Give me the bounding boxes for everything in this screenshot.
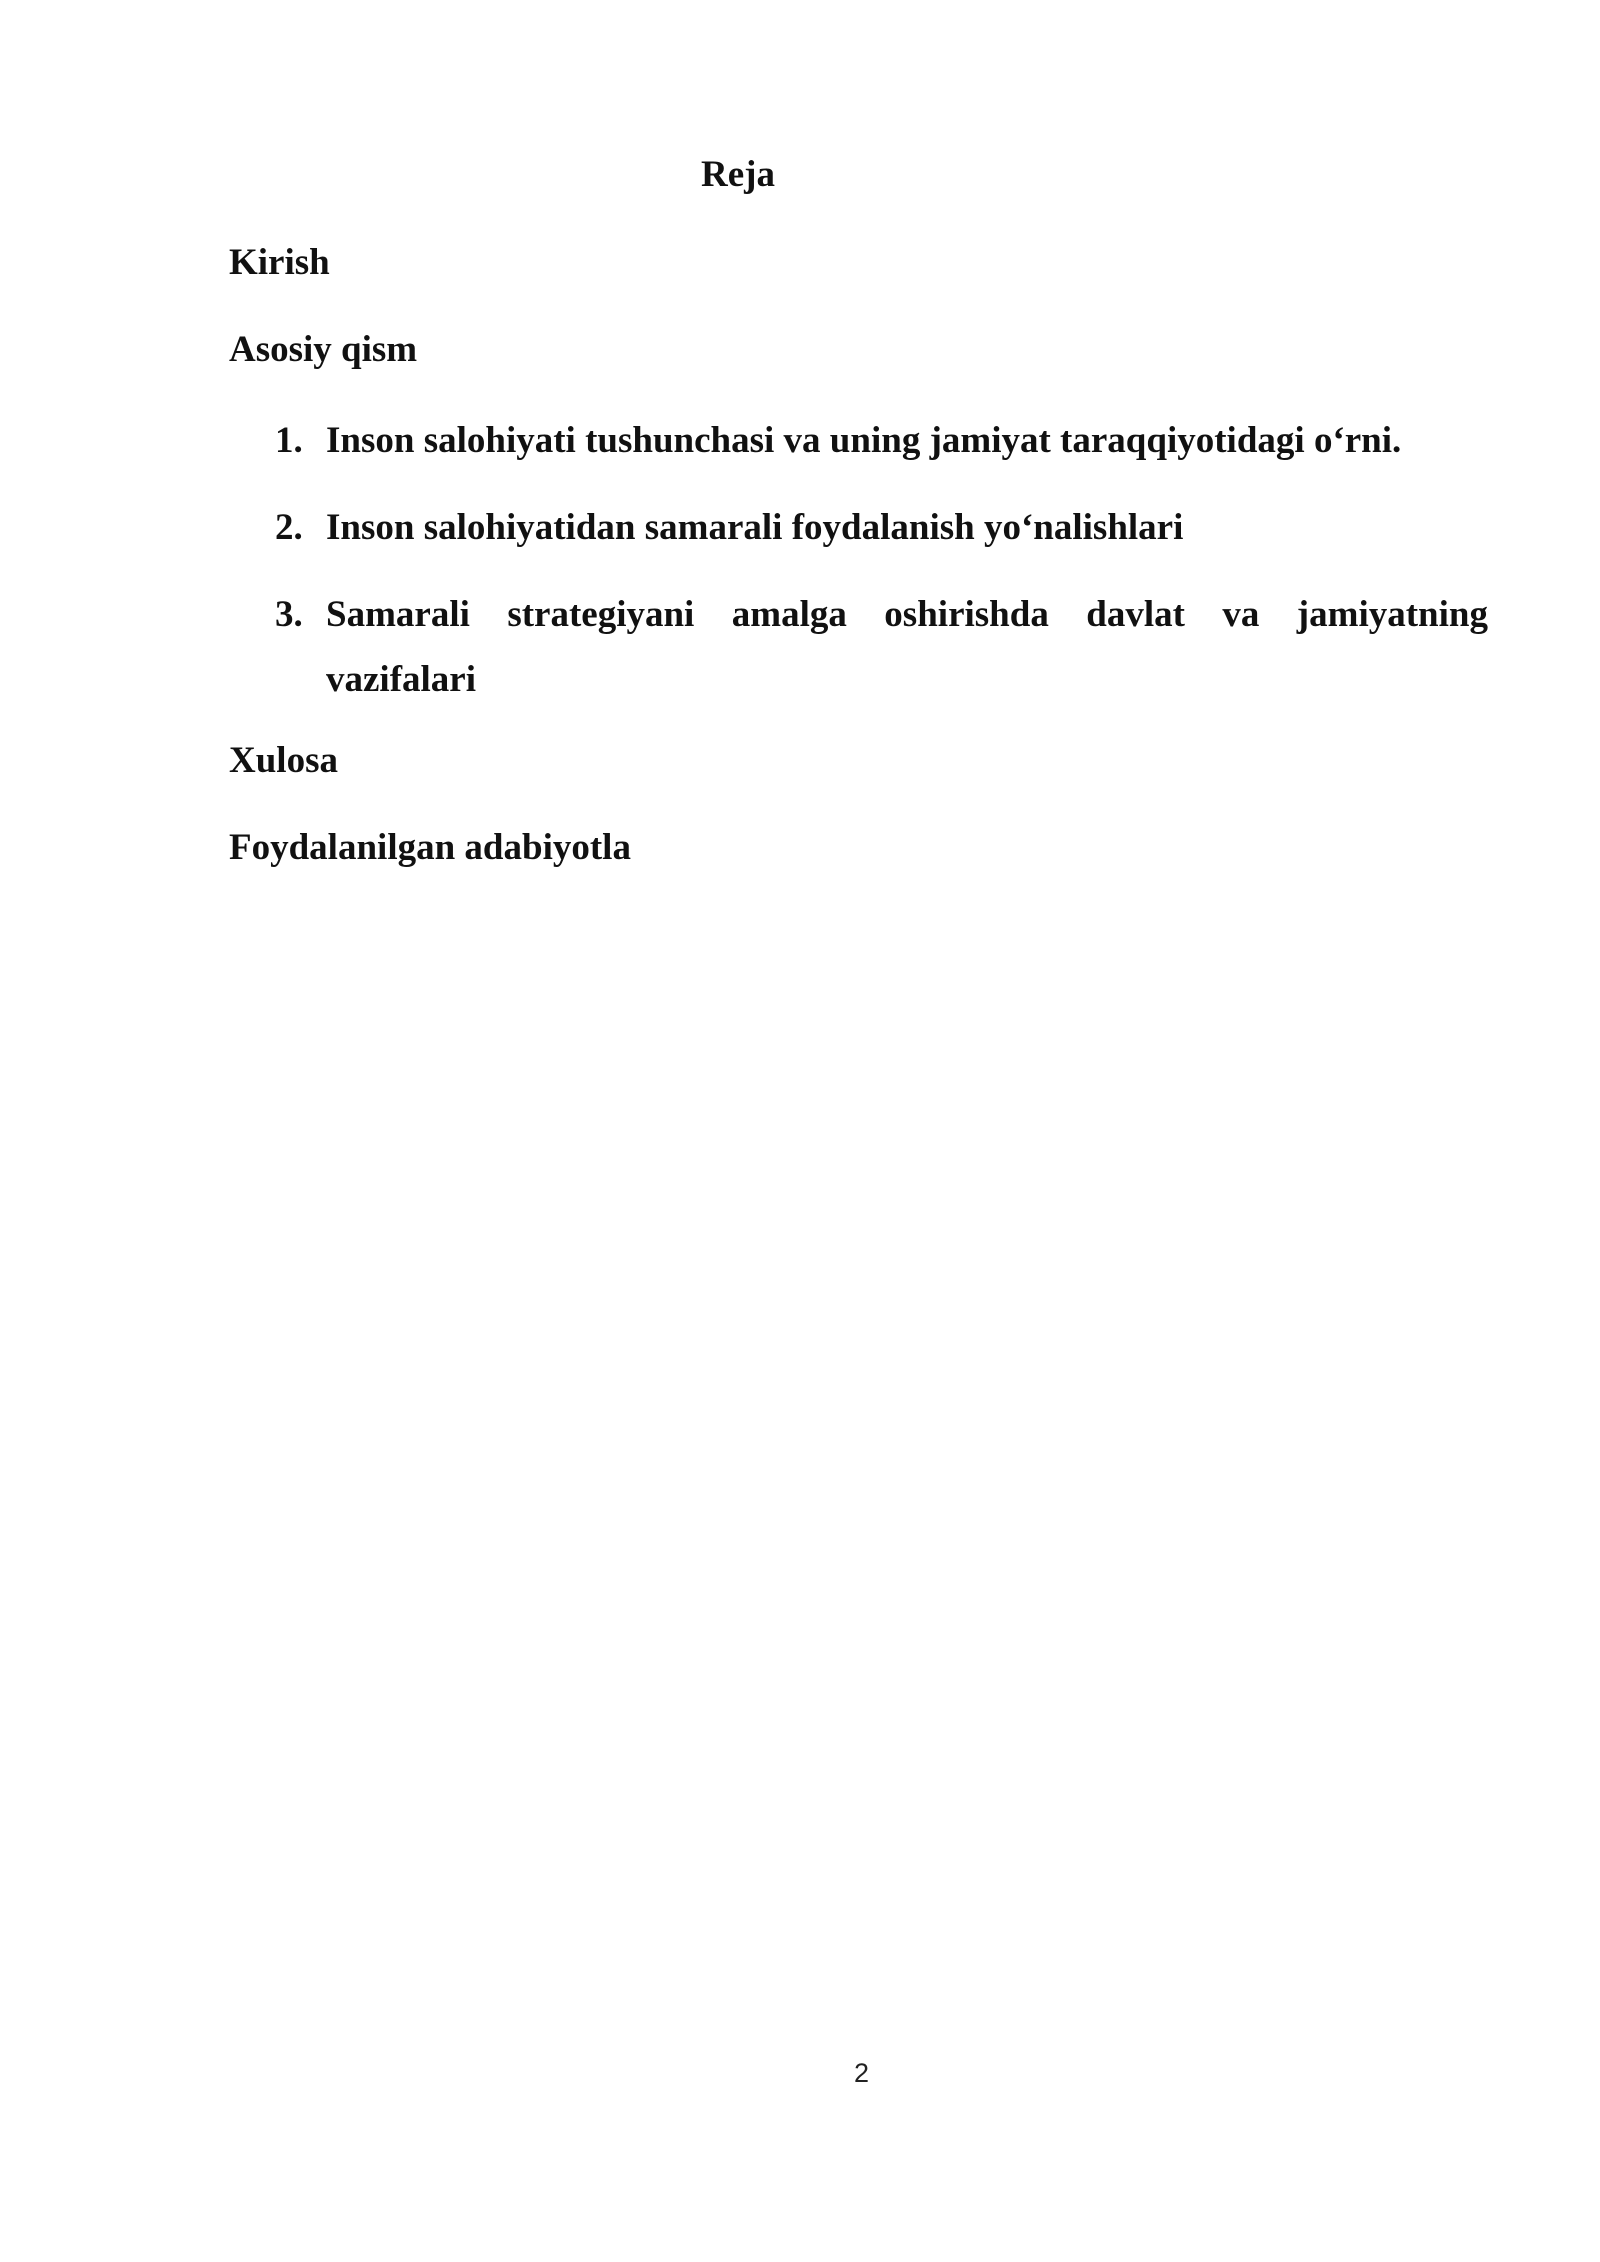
plan-item-text: Inson salohiyatidan samarali foydalanish yo‘nalishlari bbox=[326, 507, 1184, 548]
section-heading-main-part: Asosiy qism bbox=[229, 329, 418, 370]
plan-item-1 bbox=[275, 408, 1488, 473]
plan-item-3 bbox=[275, 582, 1488, 712]
section-heading-references: Foydalanilgan adabiyotla bbox=[229, 827, 631, 868]
plan-item-number: 3. bbox=[275, 594, 303, 635]
plan-item-2 bbox=[275, 495, 1488, 560]
plan-item-number: 2. bbox=[275, 507, 303, 548]
page-title: Reja bbox=[701, 154, 775, 195]
section-heading-introduction: Kirish bbox=[229, 242, 330, 283]
plan-item-number: 1. bbox=[275, 420, 303, 461]
page-number: 2 bbox=[853, 2058, 870, 2088]
plan-item-text: Samarali strategiyani amalga oshirishda davlat va jamiyatning vazifalari bbox=[326, 594, 1488, 700]
plan-list bbox=[275, 408, 1488, 734]
plan-item-text: Inson salohiyati tushunchasi va uning jamiyat taraqqiyotidagi o‘rni. bbox=[326, 420, 1402, 461]
section-heading-conclusion: Xulosa bbox=[229, 740, 338, 781]
